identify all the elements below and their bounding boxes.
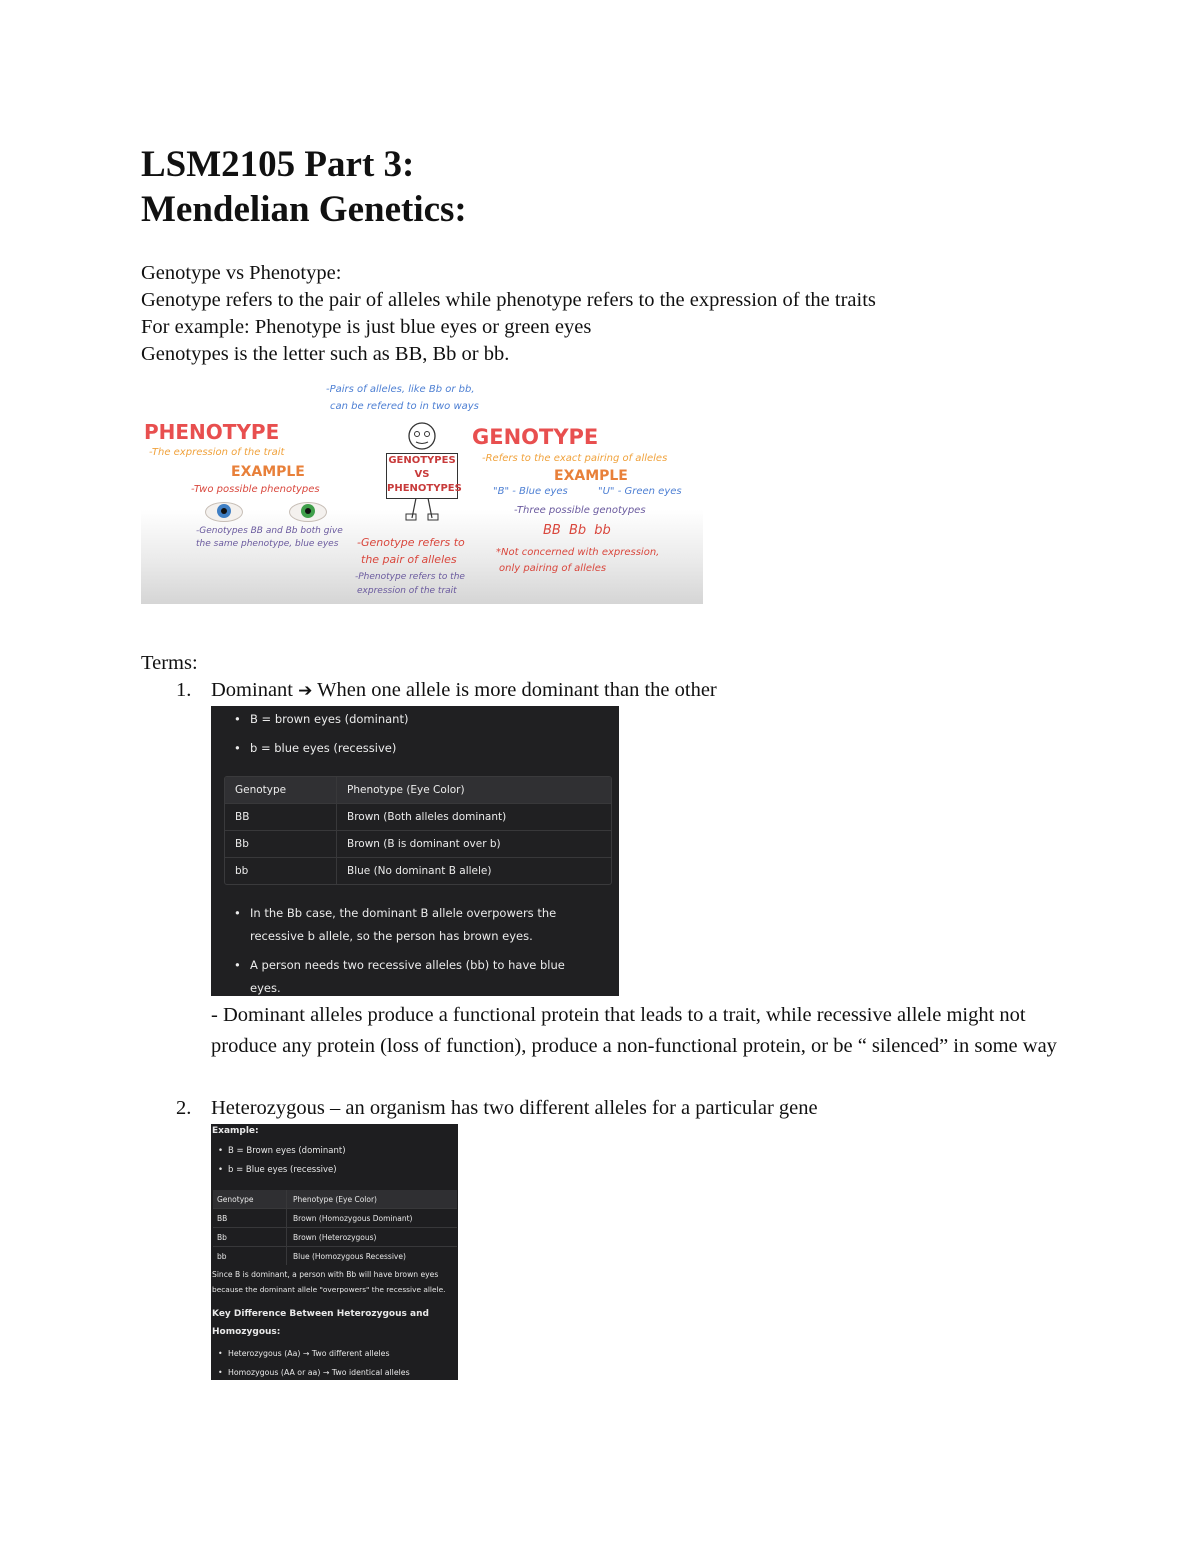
table-row: [225, 857, 611, 884]
intro-line-2: For example: Phenotype is just blue eyes or green eyes: [141, 316, 592, 338]
blue-eye-icon: [205, 502, 243, 522]
dominance-note-line-1: Since B is dominant, a person with Bb will have brown eyes: [212, 1270, 439, 1279]
key-difference-heading-line-1: Key Difference Between Heterozygous and: [212, 1309, 429, 1319]
table-cell: BB: [213, 1209, 287, 1227]
bullet-blue-recessive: • b = blue eyes (recessive): [250, 737, 396, 760]
infographic-top-note-1: -Pairs of alleles, like Bb or bb,: [326, 384, 475, 395]
page-title-line-1: LSM2105 Part 3:: [141, 144, 415, 185]
table-row: [213, 1208, 457, 1227]
allele-green-label: "U" - Green eyes: [598, 486, 682, 497]
table-cell: Brown (Heterozygous): [293, 1232, 377, 1242]
dominant-term: Dominant: [211, 679, 293, 701]
eye-color-table: [224, 776, 612, 885]
table-cell: Bb: [213, 1228, 287, 1246]
list-item-heterozygous: Heterozygous – an organism has two different alleles for a particular gene: [211, 1097, 818, 1119]
genotype-definition: -Refers to the exact pairing of alleles: [482, 453, 668, 464]
table-header-genotype: Genotype: [225, 777, 337, 803]
two-phenotypes-text: -Two possible phenotypes: [191, 484, 320, 495]
table-cell: Brown (Homozygous Dominant): [293, 1213, 413, 1223]
terms-heading: Terms:: [141, 652, 198, 674]
example-heading: Example:: [212, 1126, 259, 1136]
genotype-phenotype-infographic: [141, 380, 703, 604]
table-header-phenotype: Phenotype (Eye Color): [293, 1194, 377, 1204]
same-phenotype-note-1: -Genotypes BB and Bb both give: [196, 526, 343, 536]
bullet-homozygous: • Homozygous (AA or aa) → Two identical alleles: [228, 1368, 410, 1377]
note-recessive-line-1: • A person needs two recessive alleles (bb) to have blue: [250, 954, 565, 977]
heterozygous-example-screenshot: [211, 1124, 458, 1380]
example-left-heading: EXAMPLE: [231, 464, 305, 480]
genotype-heading: GENOTYPE: [472, 425, 599, 449]
center-note-2: the pair of alleles: [361, 553, 457, 566]
dominant-explanation-paragraph: - Dominant alleles produce a functional protein that leads to a trait, while recessive allele might not produce any protein (loss of function), produce a non-functional protein, or be “ silenced” in some way: [211, 1004, 1057, 1057]
table-row: [213, 1246, 457, 1265]
not-concerned-note-1: *Not concerned with expression,: [496, 547, 660, 558]
note-bb-case-line-1: • In the Bb case, the dominant B allele overpowers the: [250, 902, 556, 925]
table-cell: Brown (Both alleles dominant): [347, 811, 507, 823]
infographic-top-note-2: can be refered to in two ways: [330, 401, 479, 412]
list-number-1: 1.: [176, 679, 192, 701]
same-phenotype-note-2: the same phenotype, blue eyes: [196, 539, 339, 549]
note-recessive-line-2: eyes.: [250, 981, 281, 995]
bullet-blue-recessive: • b = Blue eyes (recessive): [228, 1165, 337, 1175]
dominant-example-screenshot: [211, 706, 619, 996]
genotypes-vs-phenotypes-sign: [386, 453, 462, 499]
table-cell: Bb: [225, 831, 337, 857]
table-cell: Blue (Homozygous Recessive): [293, 1251, 406, 1261]
table-header-genotype: Genotype: [213, 1190, 287, 1208]
bullet-brown-dominant: • B = Brown eyes (dominant): [228, 1146, 346, 1156]
phenotype-definition: -The expression of the trait: [149, 447, 285, 458]
center-note-4: expression of the trait: [357, 586, 457, 596]
table-cell: Blue (No dominant B allele): [347, 865, 492, 877]
bullet-brown-dominant: • B = brown eyes (dominant): [250, 708, 408, 731]
table-row: [225, 803, 611, 830]
table-row: [213, 1227, 457, 1246]
three-genotypes-text: -Three possible genotypes: [514, 505, 646, 516]
table-header-row: [225, 777, 611, 803]
center-note-1: -Genotype refers to: [357, 536, 465, 549]
key-difference-heading-line-2: Homozygous:: [212, 1327, 281, 1337]
dominance-note-line-2: because the dominant allele "overpowers" the recessive allele.: [212, 1285, 446, 1294]
intro-line-1: Genotype refers to the pair of alleles while phenotype refers to the expression of the traits: [141, 289, 876, 311]
list-number-2: 2.: [176, 1097, 192, 1119]
table-cell: Brown (B is dominant over b): [347, 838, 501, 850]
list-item-dominant: [211, 677, 717, 705]
dominant-description: When one allele is more dominant than the other: [317, 679, 717, 701]
green-eye-icon: [289, 502, 327, 522]
example-right-heading: EXAMPLE: [554, 468, 628, 484]
intro-line-3: Genotypes is the letter such as BB, Bb or bb.: [141, 343, 510, 365]
section-heading-genotype-vs-phenotype: Genotype vs Phenotype:: [141, 262, 342, 284]
table-cell: bb: [213, 1247, 287, 1265]
not-concerned-note-2: only pairing of alleles: [499, 563, 607, 574]
table-header-phenotype: Phenotype (Eye Color): [347, 784, 465, 796]
allele-blue-label: "B" - Blue eyes: [493, 486, 568, 497]
table-cell: BB: [225, 804, 337, 830]
genotypes-list: BB Bb bb: [543, 523, 611, 538]
note-bb-case-line-2: recessive b allele, so the person has brown eyes.: [250, 929, 533, 943]
vs-sign-line-3: PHENOTYPES: [387, 483, 462, 494]
phenotype-heading: PHENOTYPE: [144, 420, 280, 444]
right-arrow-icon: ➔: [298, 681, 313, 701]
page-title-line-2: Mendelian Genetics:: [141, 189, 467, 230]
table-cell: bb: [225, 858, 337, 884]
bullet-heterozygous: • Heterozygous (Aa) → Two different alleles: [228, 1349, 390, 1358]
eye-color-table: [213, 1190, 457, 1265]
table-header-row: [213, 1190, 457, 1208]
vs-sign-line-2: VS: [414, 469, 430, 480]
vs-sign-line-1: GENOTYPES: [388, 455, 456, 466]
table-row: [225, 830, 611, 857]
center-note-3: -Phenotype refers to the: [355, 572, 465, 582]
